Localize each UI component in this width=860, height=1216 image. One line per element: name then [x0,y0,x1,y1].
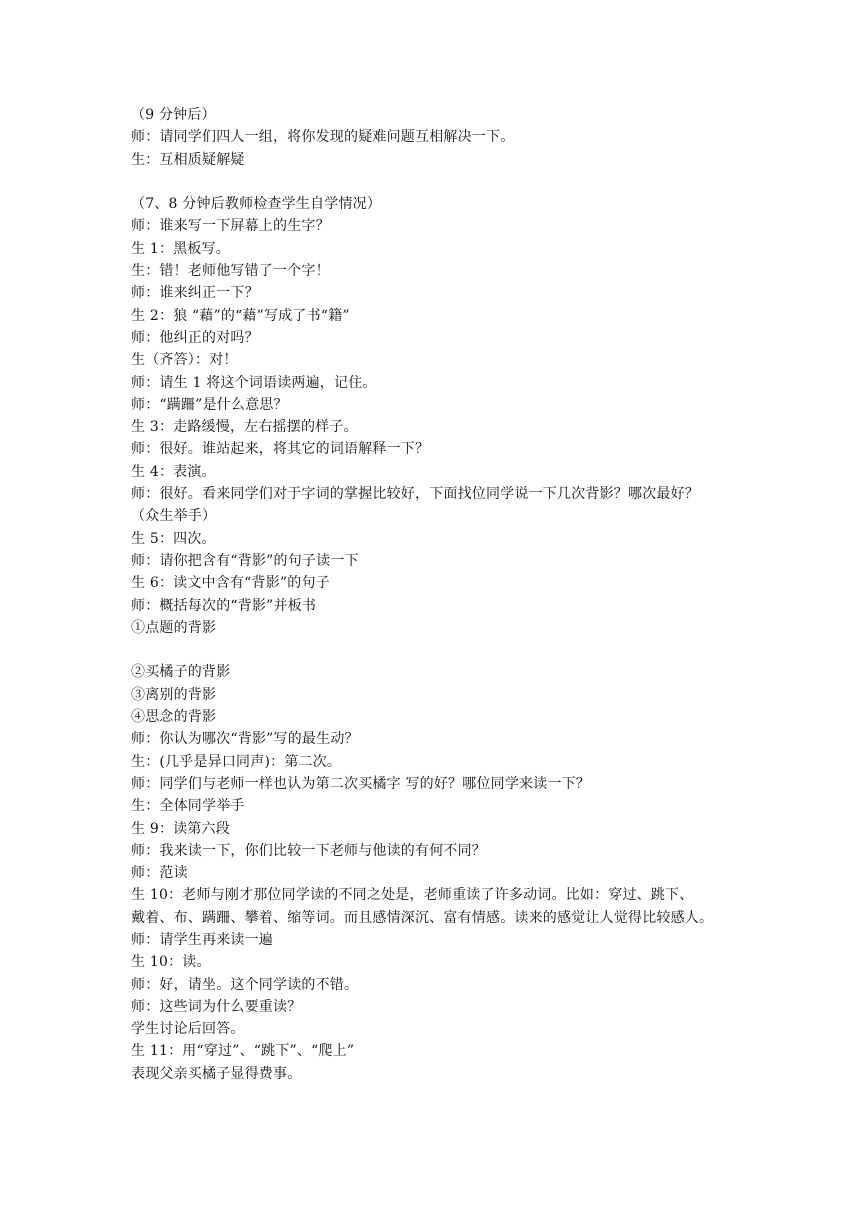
transcript-line: 师：概括每次的“背影”并板书 [131,597,317,614]
blank-line [131,639,771,661]
transcript-line: 师：同学们与老师一样也认为第二次买橘字 写的好？哪位同学来读一下？ [131,775,591,792]
transcript-line: ①点题的背影 [131,619,217,636]
transcript-line: 生：(几乎是异口同声)：第二次。 [131,753,342,770]
transcript-line: 师：他纠正的对吗？ [131,329,259,346]
transcript-line: 生 3：走路缓慢，左右摇摆的样子。 [131,419,358,436]
transcript-line: 生 6：读文中含有“背影”的句子 [131,575,330,592]
transcript-line: 师：请学生再来读一遍 [131,931,273,948]
transcript-line: ④思念的背影 [131,709,217,726]
transcript-line: 师：请生 1 将这个词语读两遍，记住。 [131,374,377,391]
lesson-transcript [131,104,771,1085]
transcript-line: （7、8 分钟后教师检查学生自学情况） [131,196,382,213]
transcript-line: 表现父亲买橘子显得费事。 [131,1065,302,1082]
transcript-line: 师：范读 [131,865,188,882]
transcript-line: 师：好，请坐。这个同学读的不错。 [131,976,359,993]
transcript-line: 戴着、布、蹒跚、攀着、缩等词。而且感情深沉、富有情感。读来的感觉让人觉得比较感人。 [131,909,714,926]
transcript-line: 生 1：黑板写。 [131,240,230,257]
transcript-line: 生：互相质疑解疑 [131,151,245,168]
transcript-line: 生：错！老师他写错了一个字！ [131,263,330,280]
transcript-line: ②买橘子的背影 [131,664,231,681]
transcript-line: 师：请你把含有“背影”的句子读一下 [131,552,359,569]
transcript-line: 生（齐答）：对！ [131,352,238,369]
transcript-line: 生 11：用“穿过”、“跳下”、“爬上” [131,1043,355,1060]
transcript-line: 师：很好。看来同学们对于字词的掌握比较好，下面找位同学说一下几次背影？哪次最好？ [131,486,699,503]
transcript-line: 师：谁来写一下屏幕上的生字？ [131,218,330,235]
transcript-line: 师：我来读一下，你们比较一下老师与他读的有何不同？ [131,842,486,859]
transcript-line: 生 10：读。 [131,954,211,971]
transcript-line: 生 10：老师与刚才那位同学读的不同之处是，老师重读了许多动词。比如：穿过、跳下、 [131,887,694,904]
transcript-line: 生 5：四次。 [131,530,216,547]
transcript-line: 师：请同学们四人一组，将你发现的疑难问题互相解决一下。 [131,129,515,146]
transcript-line: 生 9：读第六段 [131,820,230,837]
transcript-line: ③离别的背影 [131,686,217,703]
transcript-line: 生 4：表演。 [131,463,216,480]
transcript-line: （众生举手） [131,508,217,525]
transcript-line: 师：你认为哪次“背影”写的最生动？ [131,731,359,748]
transcript-line: 生：全体同学举手 [131,798,245,815]
transcript-line: 师：很好。谁站起来，将其它的词语解释一下？ [131,441,430,458]
blank-line [131,171,771,193]
transcript-line: 师：“蹒跚”是什么意思？ [131,396,288,413]
transcript-line: 师：谁来纠正一下？ [131,285,259,302]
transcript-line: 生 2：狼 “藉”的“藉”写成了书“籍” [131,307,350,324]
transcript-line: 学生讨论后回答。 [131,1021,245,1038]
transcript-line: （9 分钟后） [131,107,216,123]
transcript-line: 师：这些词为什么要重读？ [131,998,302,1015]
